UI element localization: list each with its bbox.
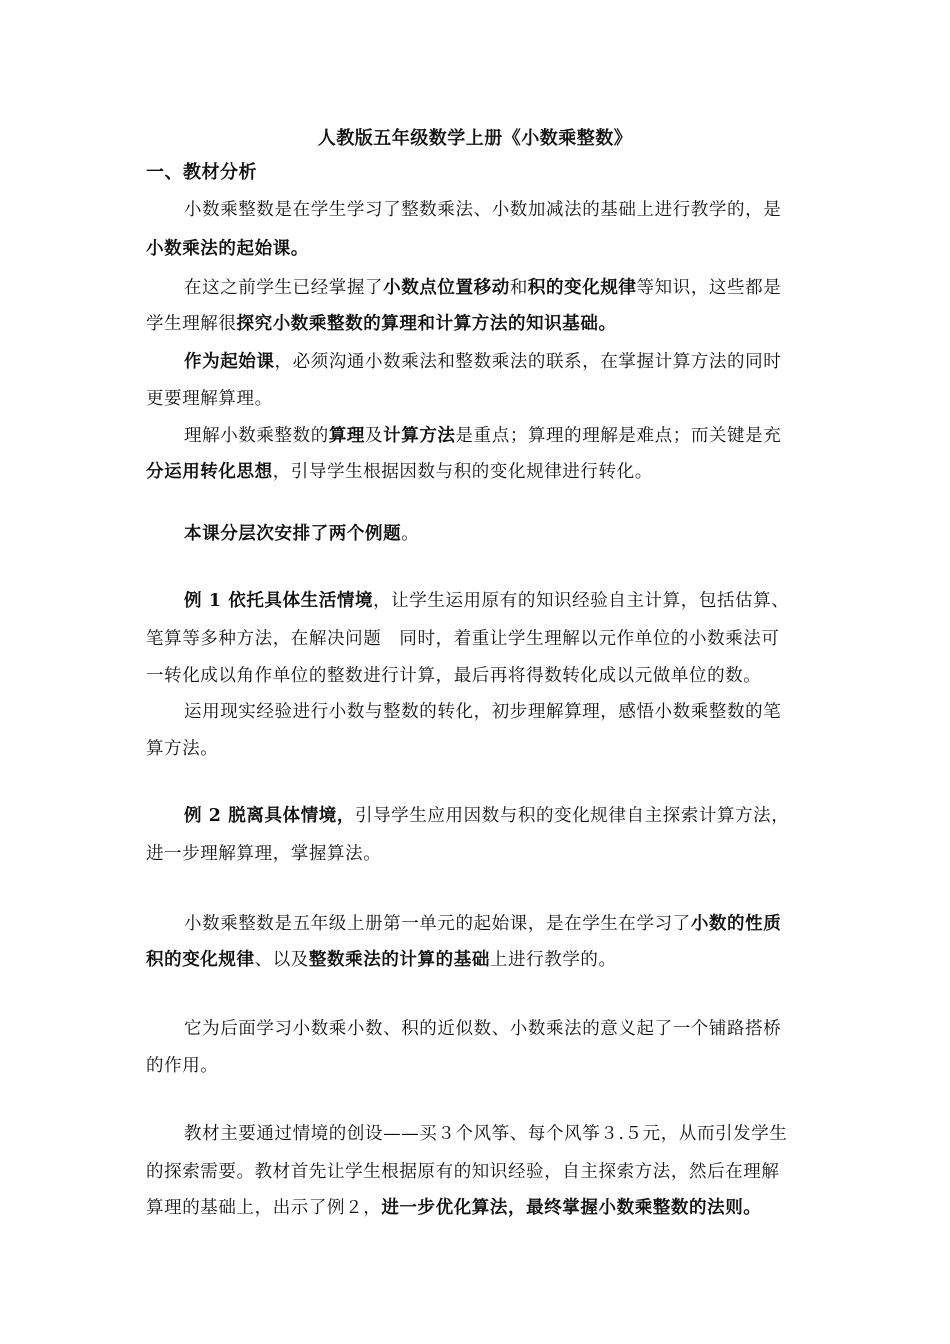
- paragraph-line: [184, 802, 789, 827]
- bold-text-run: 起始课: [220, 352, 275, 372]
- bold-text-run: 积的变化规律: [146, 950, 255, 970]
- bold-text-run: 探究小数乘整数的算理和计算方法的知识基础。: [236, 314, 617, 334]
- paragraph-line: [184, 587, 789, 612]
- text-run: 及: [365, 426, 384, 446]
- text-run: 小数乘整数是五年级上册第一单元的起始课，是在学生在学习了: [184, 914, 691, 934]
- text-run: ，让学生运用原有的知识经验自主计算，包括估算、: [373, 591, 790, 611]
- paragraph-line: [184, 910, 781, 935]
- paragraph-line: [146, 1194, 761, 1219]
- paragraph-line: [146, 458, 653, 483]
- bold-text-run: ，必须沟通小数乘法和整数乘法的联系，在掌握计算方法的同时: [274, 352, 782, 372]
- text-run: 学生理解很: [146, 314, 237, 334]
- text-run: ，引导学生根据因数与积的变化规律进行转化。: [272, 462, 653, 482]
- paragraph-line: 小数乘整数是在学生学习了整数乘法、小数加减法的基础上进行教学的，是: [184, 200, 782, 220]
- paragraph-line: [184, 274, 781, 299]
- paragraph-line: [146, 946, 617, 971]
- paragraph-line: [184, 348, 781, 373]
- bold-text-run: 进一步优化算法，最终掌握小数乘整数的法则。: [381, 1198, 762, 1218]
- paragraph-line: 小数乘法的起始课。: [146, 239, 309, 259]
- paragraph-line: [146, 310, 617, 335]
- text-run: 算理的基础上，出示了例２，: [146, 1198, 382, 1218]
- paragraph-line: [184, 422, 781, 447]
- bold-text-run: 积的变化规律: [527, 278, 637, 298]
- paragraph-line: 一转化成以角作单位的整数进行计算，最后再将得数转化成以元做单位的数。: [146, 666, 762, 686]
- text-run: 。: [401, 524, 420, 544]
- bold-text-run: 例 2 脱离具体情境，: [184, 806, 355, 826]
- text-run: 上进行教学的。: [489, 950, 617, 970]
- paragraph-line: 它为后面学习小数乘小数、积的近似数、小数乘法的意义起了一个铺路搭桥: [184, 1019, 782, 1039]
- bold-text-run: 计算方法: [383, 426, 456, 446]
- bold-text-run: 作为: [184, 352, 221, 372]
- bold-text-run: 小数的性质: [690, 914, 782, 934]
- paragraph-line: 算方法。: [146, 739, 219, 759]
- text-run: 等知识，这些都是: [636, 278, 782, 298]
- paragraph-line: 的探索需要。教材首先让学生根据原有的知识经验，自主探索方法，然后在理解: [146, 1162, 780, 1182]
- bold-text-run: 小数点位置移动: [383, 278, 510, 298]
- paragraph-line: 教材主要通过情境的创设——买３个风筝、每个风筝３.５元，从而引发学生: [184, 1124, 788, 1144]
- text-run: 理解小数乘整数的: [184, 426, 329, 446]
- text-run: 在这之前学生已经掌握了: [184, 278, 384, 298]
- text-run: 引导学生应用因数与积的变化规律自主探索计算方法，: [354, 806, 790, 826]
- bold-text-run: 分运用转化思想: [146, 462, 273, 482]
- paragraph-line: 进一步理解算理，掌握算法。: [146, 844, 382, 864]
- paragraph-line: 的作用。: [146, 1056, 219, 1076]
- paragraph-line: 更要理解算理。: [146, 389, 273, 409]
- document-title: 人教版五年级数学上册《小数乘整数》: [317, 128, 633, 149]
- bold-text-run: 例 1 依托具体生活情境: [184, 591, 374, 611]
- text-run: 和: [509, 278, 528, 298]
- text-run: 、以及: [254, 950, 309, 970]
- bold-text-run: 整数乘法的计算的基础: [308, 950, 490, 970]
- text-run: 是重点；算理的理解是难点；而关键是充: [455, 426, 782, 446]
- paragraph-line: 运用现实经验进行小数与整数的转化，初步理解算理，感悟小数乘整数的笔: [184, 702, 782, 722]
- bold-text-run: 本课分层次安排了两个例题: [184, 524, 402, 544]
- paragraph-line: 笔算等多种方法，在解决问题 同时，着重让学生理解以元作单位的小数乘法可: [146, 629, 780, 649]
- bold-text-run: 算理: [328, 426, 366, 446]
- section-heading: 一、教材分析: [146, 162, 257, 183]
- paragraph-line: [184, 520, 419, 545]
